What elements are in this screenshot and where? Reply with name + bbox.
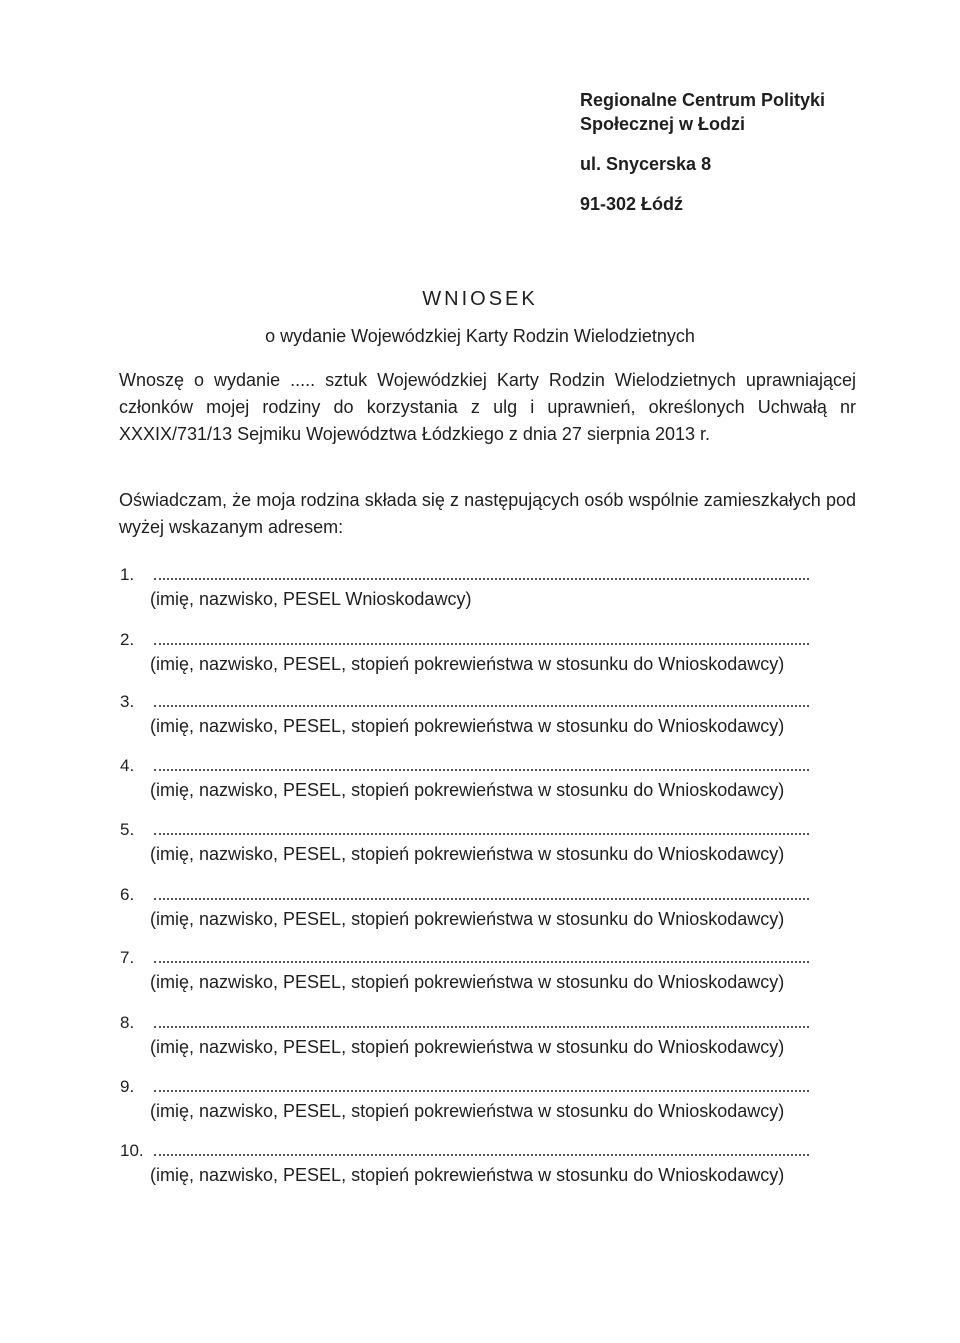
family-member-entry-9 [120, 1077, 809, 1122]
address-line-1: Regionalne Centrum Polityki [580, 90, 826, 110]
fill-in-line[interactable] [154, 959, 809, 963]
fill-in-line[interactable] [154, 896, 809, 900]
declaration-paragraph: Oświadczam, że moja rodzina składa się z następujących osób wspólnie zamieszkałych pod wyżej wskazanym adresem: [119, 490, 856, 537]
fill-in-line[interactable] [154, 767, 809, 771]
entry-caption: (imię, nazwisko, PESEL, stopień pokrewieństwa w stosunku do Wnioskodawcy) [150, 1165, 785, 1185]
family-member-entry-10 [120, 1141, 809, 1186]
entry-caption: (imię, nazwisko, PESEL, stopień pokrewieństwa w stosunku do Wnioskodawcy) [150, 1037, 785, 1057]
fill-in-line[interactable] [154, 1088, 809, 1092]
recipient-address [580, 88, 825, 216]
request-paragraph: Wnoszę o wydanie ..... sztuk Wojewódzkiej Karty Rodzin Wielodzietnych uprawniającej członków mojej rodziny do korzystania z ulg i uprawnień, określonych Uchwałą nr XXXIX/731/13 Sejmiku Województwa Łódzkiego z dnia 27 sierpnia 2013 r. [119, 370, 856, 444]
entry-number: 9. [120, 1077, 135, 1096]
entry-number: 2. [120, 630, 135, 649]
fill-in-line[interactable] [154, 831, 809, 835]
fill-in-line[interactable] [154, 641, 809, 645]
fill-in-line[interactable] [154, 1024, 809, 1028]
family-member-entry-3 [120, 692, 809, 737]
entry-caption: (imię, nazwisko, PESEL Wnioskodawcy) [150, 589, 472, 609]
entry-caption: (imię, nazwisko, PESEL, stopień pokrewieństwa w stosunku do Wnioskodawcy) [150, 716, 785, 736]
entry-caption: (imię, nazwisko, PESEL, stopień pokrewieństwa w stosunku do Wnioskodawcy) [150, 844, 785, 864]
family-member-entry-5 [120, 820, 809, 865]
fill-in-line[interactable] [154, 576, 809, 580]
entry-number: 10. [120, 1141, 144, 1160]
family-member-entry-1 [120, 565, 809, 610]
entry-caption: (imię, nazwisko, PESEL, stopień pokrewieństwa w stosunku do Wnioskodawcy) [150, 909, 785, 929]
address-line-3: ul. Snycerska 8 [580, 154, 712, 174]
family-member-entry-4 [120, 756, 809, 801]
entry-number: 7. [120, 948, 135, 967]
fill-in-line[interactable] [154, 1152, 809, 1156]
document-subtitle: o wydanie Wojewódzkiej Karty Rodzin Wielodzietnych [265, 326, 695, 346]
entry-caption: (imię, nazwisko, PESEL, stopień pokrewieństwa w stosunku do Wnioskodawcy) [150, 1101, 785, 1121]
entry-number: 8. [120, 1013, 135, 1032]
entry-number: 5. [120, 820, 135, 839]
family-member-entry-7 [120, 948, 809, 993]
document-title: WNIOSEK [422, 288, 538, 310]
family-member-entry-8 [120, 1013, 809, 1058]
address-line-2: Społecznej w Łodzi [580, 114, 746, 134]
entry-caption: (imię, nazwisko, PESEL, stopień pokrewieństwa w stosunku do Wnioskodawcy) [150, 654, 785, 674]
fill-in-line[interactable] [154, 703, 809, 707]
family-member-entry-2 [120, 630, 809, 675]
entry-caption: (imię, nazwisko, PESEL, stopień pokrewieństwa w stosunku do Wnioskodawcy) [150, 972, 785, 992]
entry-number: 4. [120, 756, 135, 775]
entry-number: 3. [120, 692, 135, 711]
entry-caption: (imię, nazwisko, PESEL, stopień pokrewieństwa w stosunku do Wnioskodawcy) [150, 780, 785, 800]
address-line-4: 91-302 Łódź [580, 194, 684, 214]
family-member-entry-6 [120, 885, 809, 930]
entry-number: 1. [120, 565, 135, 584]
entry-number: 6. [120, 885, 135, 904]
